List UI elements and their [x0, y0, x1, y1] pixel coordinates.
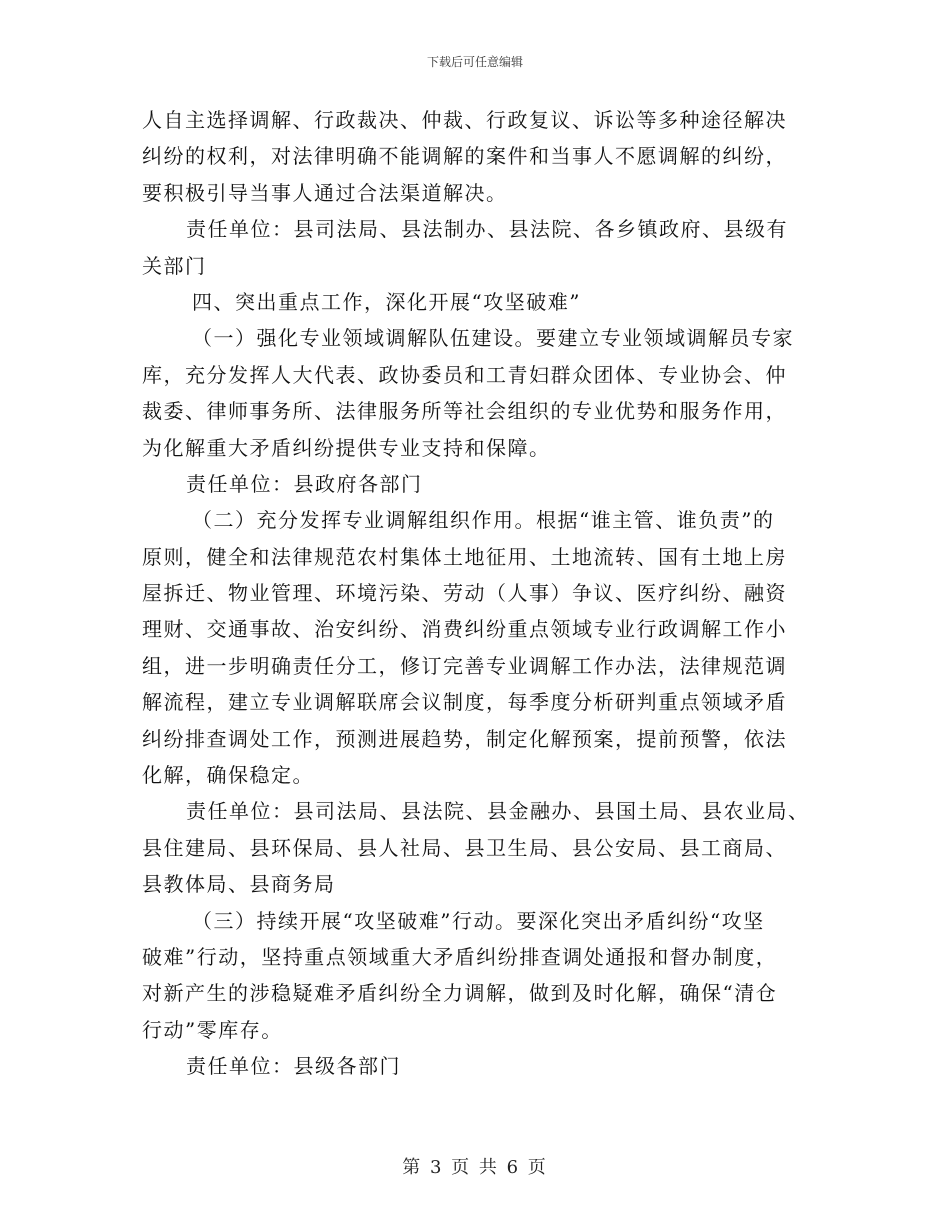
text-line: 组，进一步明确责任分工，修订完善专业调解工作办法，法律规范调: [142, 653, 787, 678]
text-line: 县住建局、县环保局、县人社局、县卫生局、县公安局、县工商局、: [142, 835, 787, 860]
section-heading: 四、突出重点工作，深化开展“攻坚破难”: [192, 289, 581, 314]
text-line: 原则，健全和法律规范农村集体土地征用、土地流转、国有土地上房: [142, 544, 787, 569]
text-line: 纠纷排查调处工作，预测进展趋势，制定化解预案，提前预警，依法: [142, 726, 787, 751]
text-line: 解流程，建立专业调解联席会议制度，每季度分析研判重点领域矛盾: [142, 690, 787, 715]
responsibility-line: 责任单位：县政府各部门: [186, 471, 423, 496]
subsection-heading: （三）持续开展“攻坚破难”行动。要深化突出矛盾纠纷“攻坚: [192, 908, 765, 933]
text-line: 破难”行动，坚持重点领域重大矛盾纠纷排查调处通报和督办制度，: [142, 944, 778, 969]
page-number: 第 3 页 共 6 页: [402, 1157, 548, 1178]
subsection-heading: （一）强化专业领域调解队伍建设。要建立专业领域调解员专家: [192, 326, 794, 351]
subsection-heading: （二）充分发挥专业调解组织作用。根据“谁主管、谁负责”的: [192, 508, 775, 533]
text-line: 行动”零库存。: [142, 1017, 283, 1042]
text-line: 裁委、律师事务所、法律服务所等社会组织的专业优势和服务作用，: [142, 399, 787, 424]
responsibility-line: 责任单位：县司法局、县法院、县金融办、县国土局、县农业局、: [186, 799, 810, 824]
text-line: 县教体局、县商务局: [142, 872, 336, 897]
text-line: 化解，确保稳定。: [142, 763, 314, 788]
text-line: 对新产生的涉稳疑难矛盾纠纷全力调解，做到及时化解，确保“清仓: [142, 981, 778, 1006]
text-line: 库，充分发挥人大代表、政协委员和工青妇群众团体、专业协会、仲: [142, 362, 787, 387]
text-line: 关部门: [142, 253, 207, 278]
text-line: 为化解重大矛盾纠纷提供专业支持和保障。: [142, 435, 551, 460]
text-line: 人自主选择调解、行政裁决、仲裁、行政复议、诉讼等多种途径解决: [142, 108, 787, 132]
text-line: 理财、交通事故、治安纠纷、消费纠纷重点领域专业行政调解工作小: [142, 617, 787, 642]
responsibility-line: 责任单位：县司法局、县法制办、县法院、各乡镇政府、县级有: [186, 217, 788, 242]
document-body: [142, 102, 822, 1085]
text-line: 要积极引导当事人通过合法渠道解决。: [142, 180, 508, 205]
text-line: 屋拆迁、物业管理、环境污染、劳动（人事）争议、医疗纠纷、融资: [142, 581, 787, 606]
responsibility-line: 责任单位：县级各部门: [186, 1054, 401, 1079]
page-header: 下载后可任意编辑: [426, 55, 523, 69]
text-line: 纠纷的权利，对法律明确不能调解的案件和当事人不愿调解的纠纷，: [142, 144, 787, 169]
